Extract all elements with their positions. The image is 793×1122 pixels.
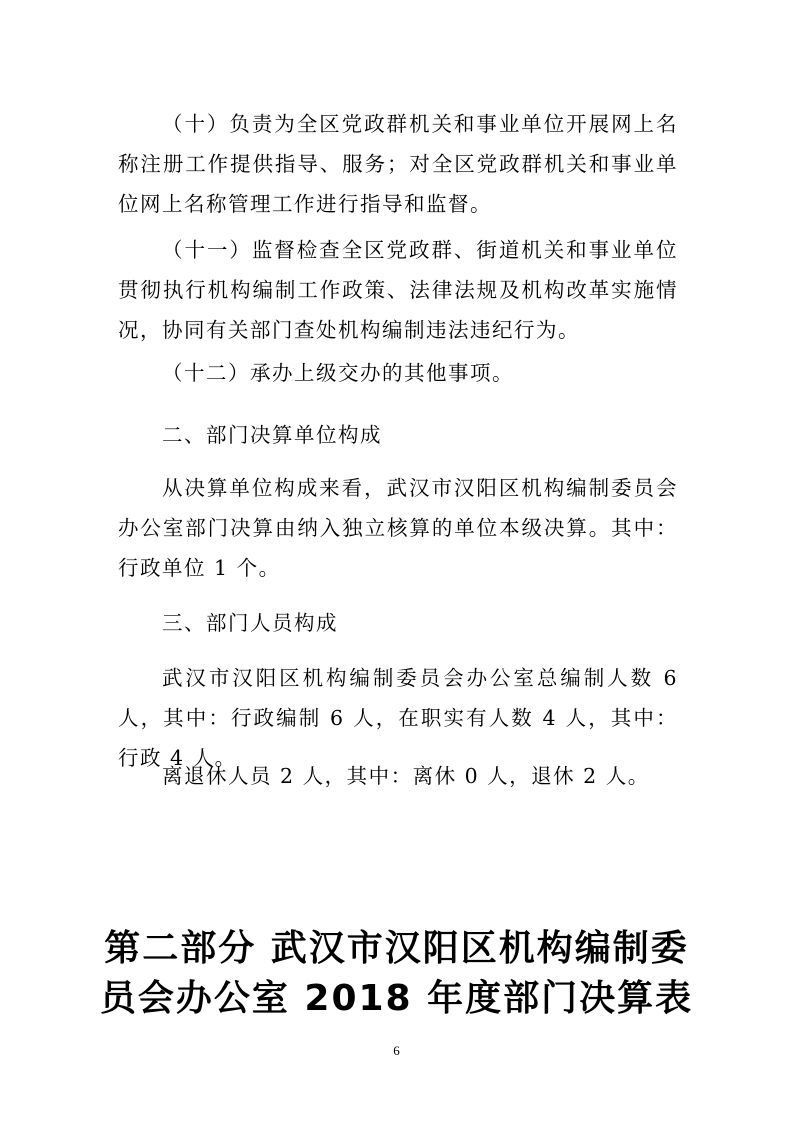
section-2-body: 从决算单位构成来看，武汉市汉阳区机构编制委员会办公室部门决算由纳入独立核算的单位本级决算。其中：行政单位 1 个。: [118, 476, 678, 580]
section-2-title: 二、部门决算单位构成: [162, 423, 382, 447]
section-3-body: 武汉市汉阳区机构编制委员会办公室总编制人数 6 人，其中：行政编制 6 人，在职实有人数 4 人，其中：行政 4 人。: [118, 666, 678, 770]
section-3-title: 三、部门人员构成: [162, 611, 338, 635]
page-number: 6: [393, 1043, 400, 1058]
paragraph-item-12: （十二）承办上级交办的其他事项。: [162, 361, 514, 385]
paragraph-item-11: （十一）监督检查全区党政群、街道机关和事业单位贯彻执行机构编制工作政策、法律法规及机构改革实施情况，协同有关部门查处机构编制违法违纪行为。: [118, 238, 678, 342]
paragraph-item-10: （十）负责为全区党政群机关和事业单位开展网上名称注册工作提供指导、服务；对全区党政群机关和事业单位网上名称管理工作进行指导和监督。: [118, 112, 678, 216]
part-2-heading-line-1: 第二部分 武汉市汉阳区机构编制委: [104, 928, 689, 969]
part-2-heading-line-2: 员会办公室 2018 年度部门决算表: [99, 978, 694, 1019]
section-3-retirees: 离退休人员 2 人，其中：离休 0 人，退休 2 人。: [162, 764, 650, 788]
